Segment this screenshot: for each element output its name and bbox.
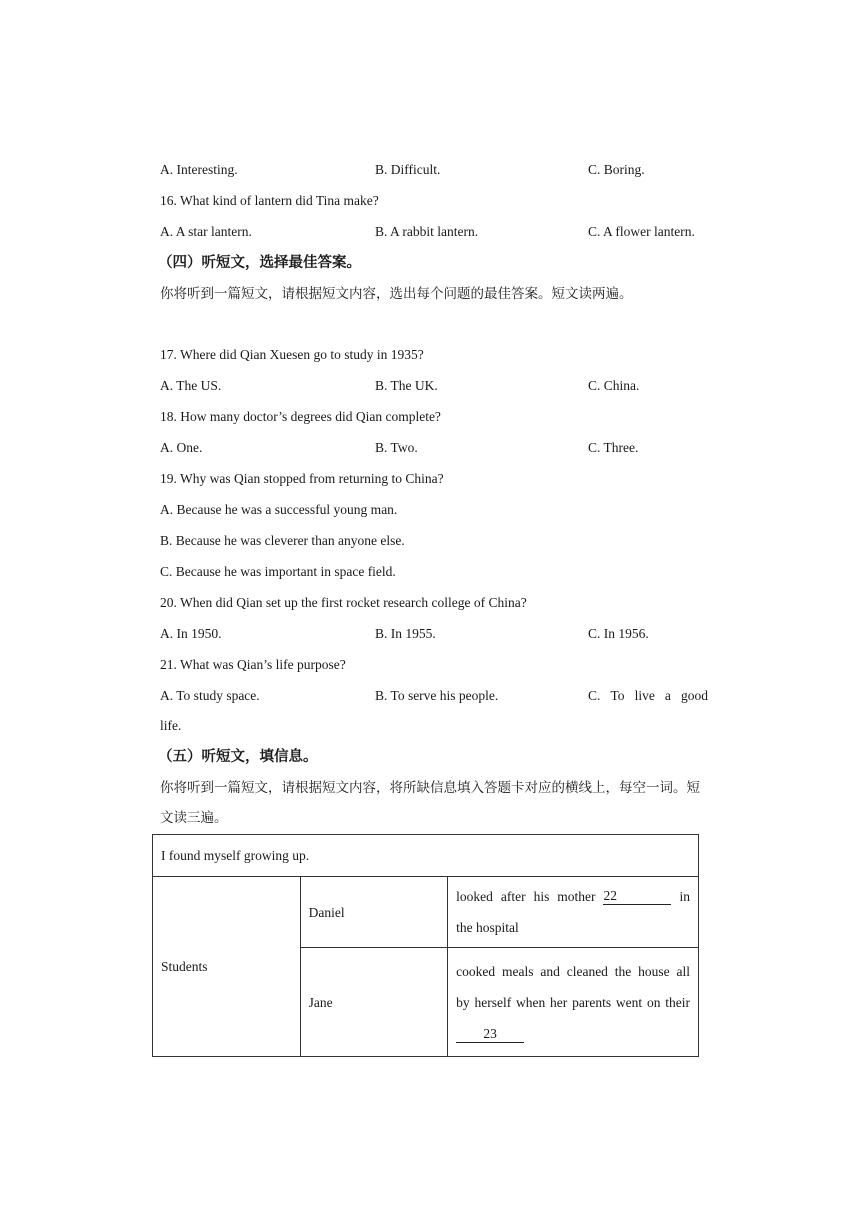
blank-23[interactable]: 23 [456,1026,524,1043]
section5-heading: （五）听短文，填信息。 [158,749,318,765]
q21-question: 21. What was Qian’s life purpose? [160,657,346,672]
q15-option-c: C. Boring. [588,162,645,177]
q17-option-b: B. The UK. [375,378,438,393]
student-name-daniel: Daniel [300,877,448,948]
q21-option-c-word: C. [588,688,601,703]
q21-option-c-word: To [610,688,625,703]
q15-option-b: B. Difficult. [375,162,441,177]
q16-option-a: A. A star lantern. [160,224,252,239]
q17-option-a: A. The US. [160,378,222,393]
q17-option-c: C. China. [588,378,640,393]
daniel-detail-line2: the hospital [456,920,519,935]
student-detail-daniel [448,877,699,948]
word: looked [456,889,493,904]
q20-question: 20. When did Qian set up the first rocket research college of China? [160,595,527,610]
section5-instruction-line2: 文读三遍。 [160,810,228,825]
group-label: Students [153,877,301,1057]
q16-question: 16. What kind of lantern did Tina make? [160,193,379,208]
q19-option-a: A. Because he was a successful young man. [160,502,398,517]
q20-option-a: A. In 1950. [160,626,222,641]
word: in [679,889,690,904]
q18-option-a: A. One. [160,440,203,455]
q21-option-c-word: live [634,688,655,703]
word: mother [557,889,596,904]
student-detail-jane [448,948,699,1057]
q21-option-b: B. To serve his people. [375,688,499,703]
q16-option-b: B. A rabbit lantern. [375,224,479,239]
q21-option-a: A. To study space. [160,688,260,703]
table-title: I found myself growing up. [153,835,699,877]
section4-heading: （四）听短文，选择最佳答案。 [158,255,361,271]
q21-option-c [588,687,708,705]
q17-question: 17. Where did Qian Xuesen go to study in 1935? [160,347,424,362]
q15-option-a: A. Interesting. [160,162,238,177]
q21-option-c-word: good [680,688,708,703]
section4-instruction: 你将听到一篇短文，请根据短文内容，选出每个问题的最佳答案。短文读两遍。 [160,286,633,301]
section5-instruction-line1: 你将听到一篇短文，请根据短文内容，将所缺信息填入答题卡对应的横线上，每空一词。短 [160,780,700,795]
q21-option-c-word: a [664,688,671,703]
q20-option-c: C. In 1956. [588,626,649,641]
q21-option-c-continued: life. [160,718,182,733]
info-table [152,834,699,1057]
student-name-jane: Jane [300,948,448,1057]
daniel-detail-line1 [456,881,690,912]
q18-option-b: B. Two. [375,440,418,455]
q18-option-c: C. Three. [588,440,639,455]
q19-option-c: C. Because he was important in space field. [160,564,396,579]
q19-option-b: B. Because he was cleverer than anyone else. [160,533,405,548]
q18-question: 18. How many doctor’s degrees did Qian complete? [160,409,441,424]
blank-22[interactable]: 22 [603,888,671,905]
word: after [500,889,526,904]
word: his [533,889,550,904]
q20-option-b: B. In 1955. [375,626,436,641]
jane-detail-line2: by herself when her parents went on their [456,994,690,1010]
q16-option-c: C. A flower lantern. [588,224,695,239]
q19-question: 19. Why was Qian stopped from returning to China? [160,471,444,486]
jane-detail-line1: cooked meals and cleaned the house all [456,963,690,979]
